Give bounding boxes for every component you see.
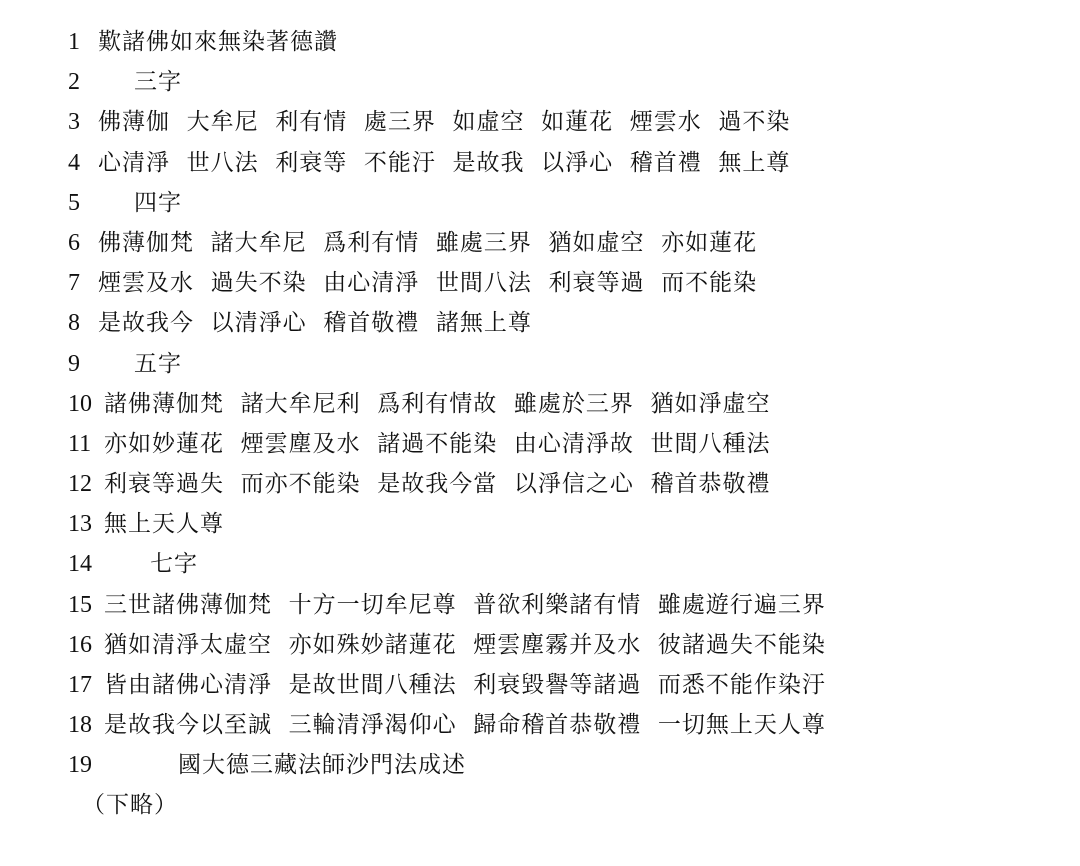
line-number: 16 bbox=[68, 631, 92, 658]
line-number: 1 bbox=[68, 29, 80, 55]
text-line-5 bbox=[68, 183, 1058, 223]
line-text: 皆由諸佛心清淨 是故世間八種法 利衰毀譽等諸過 而悉不能作染汙 bbox=[104, 672, 826, 698]
line-number: 8 bbox=[68, 310, 80, 337]
line-text: 心清淨 世八法 利衰等 不能汙 是故我 以淨心 稽首禮 無上尊 bbox=[98, 149, 791, 176]
line-number: 18 bbox=[68, 712, 92, 739]
line-number: 4 bbox=[68, 149, 80, 176]
text-line-1 bbox=[68, 22, 1058, 62]
line-text: 利衰等過失 而亦不能染 是故我今當 以淨信之心 稽首恭敬禮 bbox=[104, 471, 771, 498]
line-text: 佛薄伽 大牟尼 利有情 處三界 如虛空 如蓮花 煙雲水 過不染 bbox=[98, 109, 791, 136]
text-line-14 bbox=[68, 544, 1058, 584]
line-text: 煙雲及水 過失不染 由心清淨 世間八法 利衰等過 而不能染 bbox=[98, 270, 758, 297]
text-line-19 bbox=[68, 745, 1058, 785]
line-text: 是故我今以至誠 三輪清淨渴仰心 歸命稽首恭敬禮 一切無上天人尊 bbox=[104, 712, 826, 739]
text-line-8 bbox=[68, 303, 1058, 343]
section-heading: 四字 bbox=[134, 189, 182, 216]
line-number: 15 bbox=[68, 591, 92, 618]
line-text: 歎諸佛如來無染著德讚 bbox=[98, 29, 338, 55]
line-text: 無上天人尊 bbox=[104, 511, 224, 538]
text-line-6 bbox=[68, 223, 1058, 263]
line-text: 亦如妙蓮花 煙雲塵及水 諸過不能染 由心清淨故 世間八種法 bbox=[104, 430, 771, 457]
line-text: 是故我今 以清淨心 稽首敬禮 諸無上尊 bbox=[98, 310, 532, 337]
author-attribution: 國大德三藏法師沙門法成述 bbox=[178, 752, 466, 779]
text-line-17 bbox=[68, 665, 1058, 705]
text-line-10 bbox=[68, 384, 1058, 424]
omission-note: （下略） bbox=[82, 792, 178, 818]
line-number: 3 bbox=[68, 109, 80, 136]
text-line-2 bbox=[68, 62, 1058, 102]
line-number: 9 bbox=[68, 350, 80, 377]
text-line-11 bbox=[68, 424, 1058, 464]
section-heading: 三字 bbox=[134, 69, 182, 96]
text-line-15 bbox=[68, 585, 1058, 625]
text-line-12 bbox=[68, 464, 1058, 504]
text-line-7 bbox=[68, 263, 1058, 303]
line-number: 5 bbox=[68, 189, 80, 216]
line-number: 7 bbox=[68, 270, 80, 297]
line-number: 14 bbox=[68, 551, 92, 578]
text-line-3 bbox=[68, 102, 1058, 142]
line-number: 6 bbox=[68, 229, 80, 256]
line-number: 11 bbox=[68, 430, 92, 457]
text-line-9 bbox=[68, 344, 1058, 384]
line-text: 三世諸佛薄伽梵 十方一切牟尼尊 普欲利樂諸有情 雖處遊行遍三界 bbox=[104, 591, 826, 618]
line-number: 17 bbox=[68, 672, 92, 698]
text-line-4 bbox=[68, 143, 1058, 183]
line-number: 2 bbox=[68, 69, 80, 96]
line-number: 13 bbox=[68, 511, 92, 538]
section-heading: 七字 bbox=[150, 551, 198, 578]
line-text: 佛薄伽梵 諸大牟尼 爲利有情 雖處三界 猶如虛空 亦如蓮花 bbox=[98, 229, 758, 256]
text-line-16 bbox=[68, 625, 1058, 665]
line-number: 12 bbox=[68, 471, 92, 498]
line-number: 10 bbox=[68, 390, 92, 417]
line-number: 19 bbox=[68, 752, 92, 779]
text-line-18 bbox=[68, 705, 1058, 745]
document-body bbox=[68, 22, 1058, 786]
line-text: 諸佛薄伽梵 諸大牟尼利 爲利有情故 雖處於三界 猶如淨虛空 bbox=[104, 390, 771, 417]
text-line-13 bbox=[68, 504, 1058, 544]
line-text: 猶如清淨太虛空 亦如殊妙諸蓮花 煙雲塵霧并及水 彼諸過失不能染 bbox=[104, 631, 826, 658]
section-heading: 五字 bbox=[134, 350, 182, 377]
